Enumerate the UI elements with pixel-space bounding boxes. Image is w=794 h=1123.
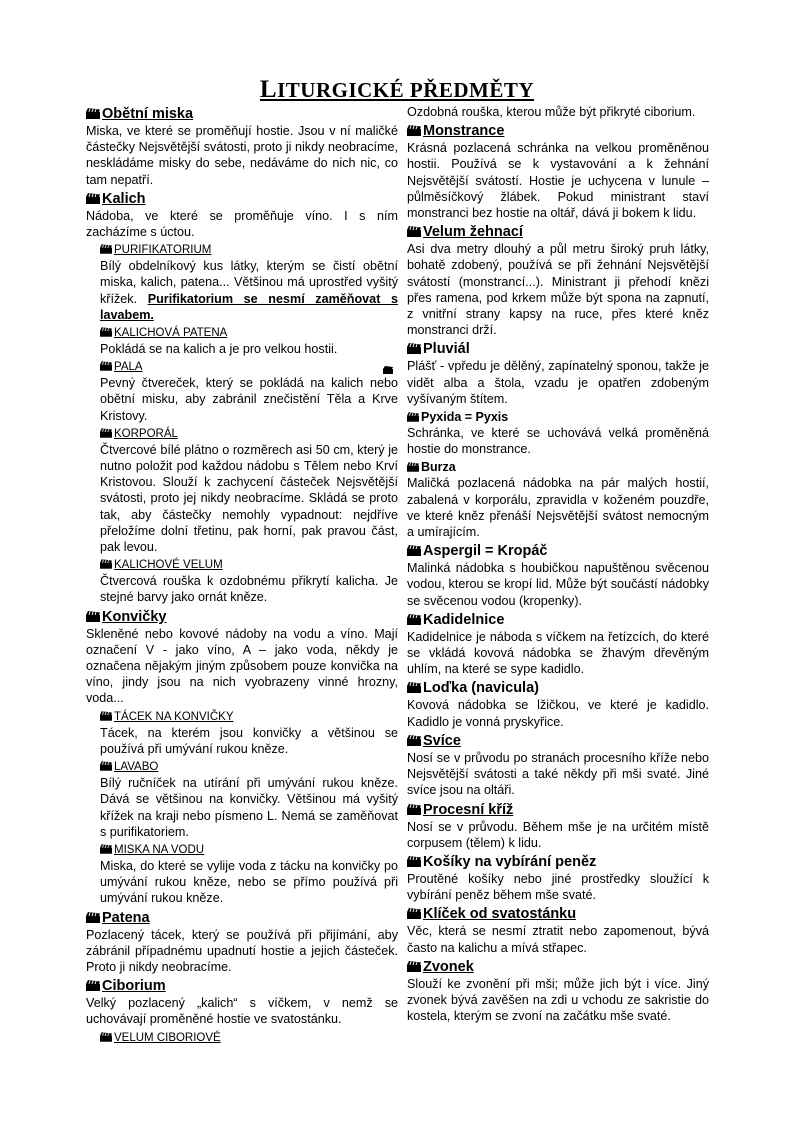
section-heading-label: TÁCEK NA KONVIČKY	[114, 710, 234, 723]
section-right-1	[407, 123, 709, 221]
section-left-10	[100, 843, 398, 907]
section-heading	[100, 243, 398, 258]
clapperboard-icon	[407, 682, 421, 693]
section-text	[100, 775, 398, 840]
section-heading	[100, 558, 398, 573]
section-text	[407, 475, 709, 540]
clapperboard-icon	[100, 761, 112, 771]
section-right-7	[407, 612, 709, 678]
section-heading-label: Zvonek	[423, 958, 474, 975]
section-heading-label: KALICHOVÁ PATENA	[114, 327, 228, 340]
section-heading	[86, 609, 398, 626]
section-body: Ozdobná rouška, kterou může být přikryté ciborium.	[407, 105, 696, 119]
left-column	[86, 104, 398, 1049]
section-heading	[407, 543, 709, 560]
section-text	[407, 871, 709, 903]
section-body: Pokládá se na kalich a je pro velkou hostii.	[100, 342, 338, 357]
title-initial: L	[259, 76, 278, 103]
section-heading	[86, 106, 398, 123]
clapperboard-icon	[407, 545, 421, 556]
section-right-13	[407, 959, 709, 1025]
section-heading-label: Konvičky	[102, 608, 167, 625]
section-heading-label: VELUM CIBORIOVÉ	[114, 1031, 221, 1044]
section-left-12	[86, 978, 398, 1027]
section-text	[86, 927, 398, 976]
clapperboard-icon	[407, 908, 421, 919]
section-heading	[407, 341, 709, 358]
section-text	[100, 725, 398, 757]
clapperboard-icon	[383, 366, 393, 374]
section-heading	[100, 760, 398, 775]
section-body: Bílý obdelníkový kus látky, kterým se čistí obětní miska, kalich, patena... Většinou má uprostřed vyšitý křížek.	[100, 259, 398, 306]
section-left-4	[100, 360, 398, 424]
section-heading-label: Svíce	[423, 732, 461, 749]
section-heading	[86, 978, 398, 995]
clapperboard-icon	[100, 1032, 112, 1042]
section-text	[100, 442, 398, 555]
section-heading-label: Kadidelnice	[423, 611, 505, 628]
clapperboard-icon	[407, 735, 421, 746]
section-heading	[100, 427, 398, 442]
section-right-8	[407, 680, 709, 729]
section-text	[100, 573, 398, 605]
section-text	[407, 140, 709, 221]
clapperboard-icon	[86, 980, 100, 991]
section-left-7	[86, 609, 398, 707]
section-right-0	[407, 104, 709, 120]
section-heading	[86, 191, 398, 208]
section-right-4	[407, 410, 709, 457]
section-heading	[100, 360, 398, 375]
section-left-1	[86, 191, 398, 240]
section-text	[407, 819, 709, 851]
section-body: Miska, ve které se proměňují hostie. Jsou v ní maličké částečky Nejsvětější svátosti, proto ji nikdy neobracíme, neskládáme misky do sebe, nedáváme do nich nic, co tam nepatří.	[86, 124, 398, 187]
clapperboard-icon	[100, 844, 112, 854]
section-body: Nosí se v průvodu. Během mše je na určitém místě corpusem (tělem) k lidu.	[407, 819, 709, 850]
section-heading-label: Procesní kříž	[423, 801, 514, 818]
section-heading-label: KORPORÁL	[114, 427, 178, 440]
section-warning: Purifikatorium se nesmí zaměňovat s lavabem.	[100, 291, 398, 322]
section-heading-label: Patena	[102, 909, 150, 926]
section-left-2	[100, 243, 398, 323]
section-heading	[407, 460, 709, 475]
section-body: Čtvercová rouška k ozdobnému přikrytí kalicha. Je stejné barvy jako ornát kněze.	[100, 574, 398, 605]
section-left-3	[100, 326, 398, 357]
section-text	[86, 626, 398, 707]
section-body: Malinká nádobka s houbičkou napuštěnou svěcenou vodou, kterou se kropí lid. Může být součástí nádobky se svěcenou vodou (kropenky).	[407, 561, 709, 608]
section-heading-label: Obětní miska	[102, 106, 194, 122]
section-left-11	[86, 910, 398, 976]
clapperboard-icon	[407, 856, 421, 867]
section-left-8	[100, 710, 398, 757]
section-text	[407, 104, 709, 120]
section-right-3	[407, 341, 709, 407]
clapperboard-icon	[100, 361, 112, 371]
section-heading	[407, 854, 709, 871]
section-text	[407, 697, 709, 729]
section-text	[407, 976, 709, 1025]
section-body: Velký pozlacený „kalich“ s víčkem, v nemž se uchovávají proměněné hostie ve svatostánku.	[86, 996, 398, 1027]
section-body: Skleněné nebo kovové nádoby na vodu a víno. Mají označení V - jako víno, A – jako voda, někdy je označena nějakým jiným způsobem pouze konvička na víno, jindy jsou na nich vyobrazeny vinné hrozny, voda...	[86, 626, 398, 706]
section-body: Nádoba, ve které se proměňuje víno. I s ním zacházíme s úctou.	[86, 208, 398, 240]
section-text	[407, 241, 709, 338]
section-heading-label: Pyxida = Pyxis	[421, 410, 509, 425]
section-text	[86, 208, 398, 240]
section-body: Krásná pozlacená schránka na velkou proměněnou hostii. Používá se k vystavování a k žehnání Nejsvětější svátostí. Hostie je uchycena v lunule – půlměsíčkový žlábek. Pokud ministrant staví monstranci bez hostie na oltář, dává ji bokem k lidu.	[407, 141, 709, 221]
section-left-6	[100, 558, 398, 605]
clapperboard-icon	[100, 244, 112, 254]
section-heading	[86, 910, 398, 927]
clapperboard-icon	[86, 193, 100, 204]
section-text	[407, 923, 709, 955]
clapperboard-icon	[86, 912, 100, 923]
clapperboard-icon	[100, 559, 112, 569]
section-heading	[407, 224, 709, 241]
section-text	[407, 560, 709, 609]
section-heading-label: Loďka (navicula)	[423, 680, 539, 697]
section-text	[100, 858, 398, 907]
section-left-9	[100, 760, 398, 840]
section-heading	[407, 802, 709, 819]
section-text	[100, 258, 398, 323]
title-rest: ITURGICKÉ PŘEDMĚTY	[277, 78, 535, 102]
section-right-5	[407, 460, 709, 540]
section-heading	[407, 123, 709, 140]
section-heading-label: Burza	[421, 460, 456, 475]
section-body: Pevný čtvereček, který se pokládá na kalich nebo obětní misku, aby zabránil znečistění Těla a Krve Kristovy.	[100, 376, 398, 423]
section-body: Čtvercové bílé plátno o rozměrech asi 50 cm, který je nutno položit pod každou nádobu s Tělem nebo Krví Kristovou. Slouží k zachycení částeček Nejsvětější svátosti, proto jej nikdy neobracíme. Skládá se proto tak, aby částečky nemohly vypadnout: nejdříve přeložíme dolní třetinu, pak horní, pak pravou část, pak levou.	[100, 442, 398, 555]
section-body: Maličká pozlacená nádobka na pár malých hostií, zabalená v korporálu, zpravidla v koženém pouzdře, ve které kněz přenáší Nejsvětější svátost nemocným a umírajícím.	[407, 476, 709, 540]
section-text	[100, 375, 398, 424]
section-text	[407, 750, 709, 799]
section-left-13	[100, 1031, 398, 1046]
clapperboard-icon	[407, 614, 421, 625]
section-heading	[100, 843, 398, 858]
section-body: Plášť - vpředu je dělěný, zapínatelný sponou, takže je vidět alba a štola, vzadu je opatřen zdobeným vyšívaným štítem.	[407, 359, 709, 406]
section-heading	[407, 959, 709, 976]
section-body: Slouží ke zvonění při mši; může jich být i více. Jiný zvonek bývá zavěšen na zdi u vchodu ze sakristie do kostela, kterým se zvoní na začátku mše svaté.	[407, 976, 709, 1024]
section-heading-label: Klíček od svatostánku	[423, 906, 577, 923]
section-heading-label: Pluviál	[423, 341, 470, 358]
section-heading-label: KALICHOVÉ VELUM	[114, 559, 223, 572]
clapperboard-icon	[407, 961, 421, 972]
section-right-12	[407, 906, 709, 955]
section-body: Asi dva metry dlouhý a půl metru široký pruh látky, bohatě zdobený, používá se při žehnání Nejsvětější svátostí (monstrancí...). Ministrant ji přehodí knězi přes ramena, pod krkem může být spona na zapnutí, z vnitřní strany kapsy na ruce, přes které kněz monstranci drží.	[407, 242, 709, 338]
section-right-11	[407, 854, 709, 903]
section-body: Věc, která se nesmí ztratit nebo zapomenout, bývá často na kalichu a mívá střapec.	[407, 924, 709, 955]
section-body: Kovová nádobka se lžičkou, ve které je kadidlo. Kadidlo je vonná pryskyřice.	[407, 698, 709, 729]
section-heading-label: Velum žehnací	[423, 224, 523, 241]
right-column	[407, 104, 709, 1027]
section-body: Nosí se v průvodu po stranách procesního kříže nebo Nejsvětější svátosti a také někdy při mši svaté. Jiné svíce jsou na oltáři.	[407, 750, 709, 798]
section-heading	[407, 410, 709, 425]
section-heading	[100, 326, 398, 341]
clapperboard-icon	[86, 108, 100, 119]
section-heading-label: Košíky na vybírání peněz	[423, 853, 597, 870]
section-right-9	[407, 733, 709, 799]
section-heading-label: LAVABO	[114, 761, 159, 774]
section-body: Kadidelnice je náboda s víčkem na řetízcích, do které se vkládá kovová nádobka se žhavým dřevěným uhlím, na které se sype kadidlo.	[407, 629, 709, 677]
clapperboard-icon	[100, 327, 112, 337]
section-heading	[407, 906, 709, 923]
clapperboard-icon	[407, 343, 421, 354]
section-heading-label: PALA	[114, 361, 143, 374]
clapperboard-icon	[407, 804, 421, 815]
section-heading	[407, 680, 709, 697]
section-heading	[100, 710, 398, 725]
section-text	[86, 123, 398, 188]
section-body: Bílý ručníček na utírání při umývání rukou kněze. Dává se většinou na konvičky. Většinou má vyšitý křížek na kraji nebo písmeno L. Nemá se zaměňovat s purifikatoriem.	[100, 776, 398, 839]
page-title	[0, 76, 794, 104]
section-heading-label: MISKA NA VODU	[114, 843, 205, 856]
section-body: Pozlacený tácek, který se používá při přijímání, aby zábránil případnému upadnutí hostie a jejich částeček. Proto ji nikdy neobracíme.	[86, 927, 398, 974]
clapperboard-icon	[100, 711, 112, 721]
section-body: Schránka, ve které se uchovává velká proměněná hostie do monstrance.	[407, 426, 709, 457]
section-text	[100, 341, 398, 357]
section-text	[407, 629, 709, 678]
section-heading-label: Aspergil = Kropáč	[423, 543, 548, 560]
section-right-2	[407, 224, 709, 338]
section-text	[407, 358, 709, 407]
section-heading-label: Ciborium	[102, 978, 166, 995]
section-heading-label: Kalich	[102, 190, 146, 207]
clapperboard-icon	[407, 226, 421, 237]
section-heading	[100, 1031, 398, 1046]
clapperboard-icon	[407, 462, 419, 472]
section-left-5	[100, 427, 398, 555]
section-heading	[407, 612, 709, 629]
section-heading	[407, 733, 709, 750]
section-heading-label: PURIFIKATORIUM	[114, 244, 212, 257]
section-body: Proutěné košíky nebo jiné prostředky sloužící k vybírání peněz během mše svaté.	[407, 871, 709, 903]
section-left-0	[86, 106, 398, 188]
section-body: Tácek, na kterém jsou konvičky a většinou se používá při umývání rukou kněze.	[100, 725, 398, 756]
section-body: Miska, do které se vylije voda z tácku na konvičky po umývání rukou kněze, nebo se přímo používá při umývání rukou kněze.	[100, 858, 398, 906]
section-text	[86, 995, 398, 1027]
clapperboard-icon	[407, 125, 421, 136]
clapperboard-icon	[86, 611, 100, 622]
clapperboard-icon	[407, 412, 419, 422]
section-heading-label: Monstrance	[423, 123, 505, 140]
section-right-6	[407, 543, 709, 609]
section-right-10	[407, 802, 709, 851]
clapperboard-icon	[100, 428, 112, 438]
section-text	[407, 425, 709, 457]
